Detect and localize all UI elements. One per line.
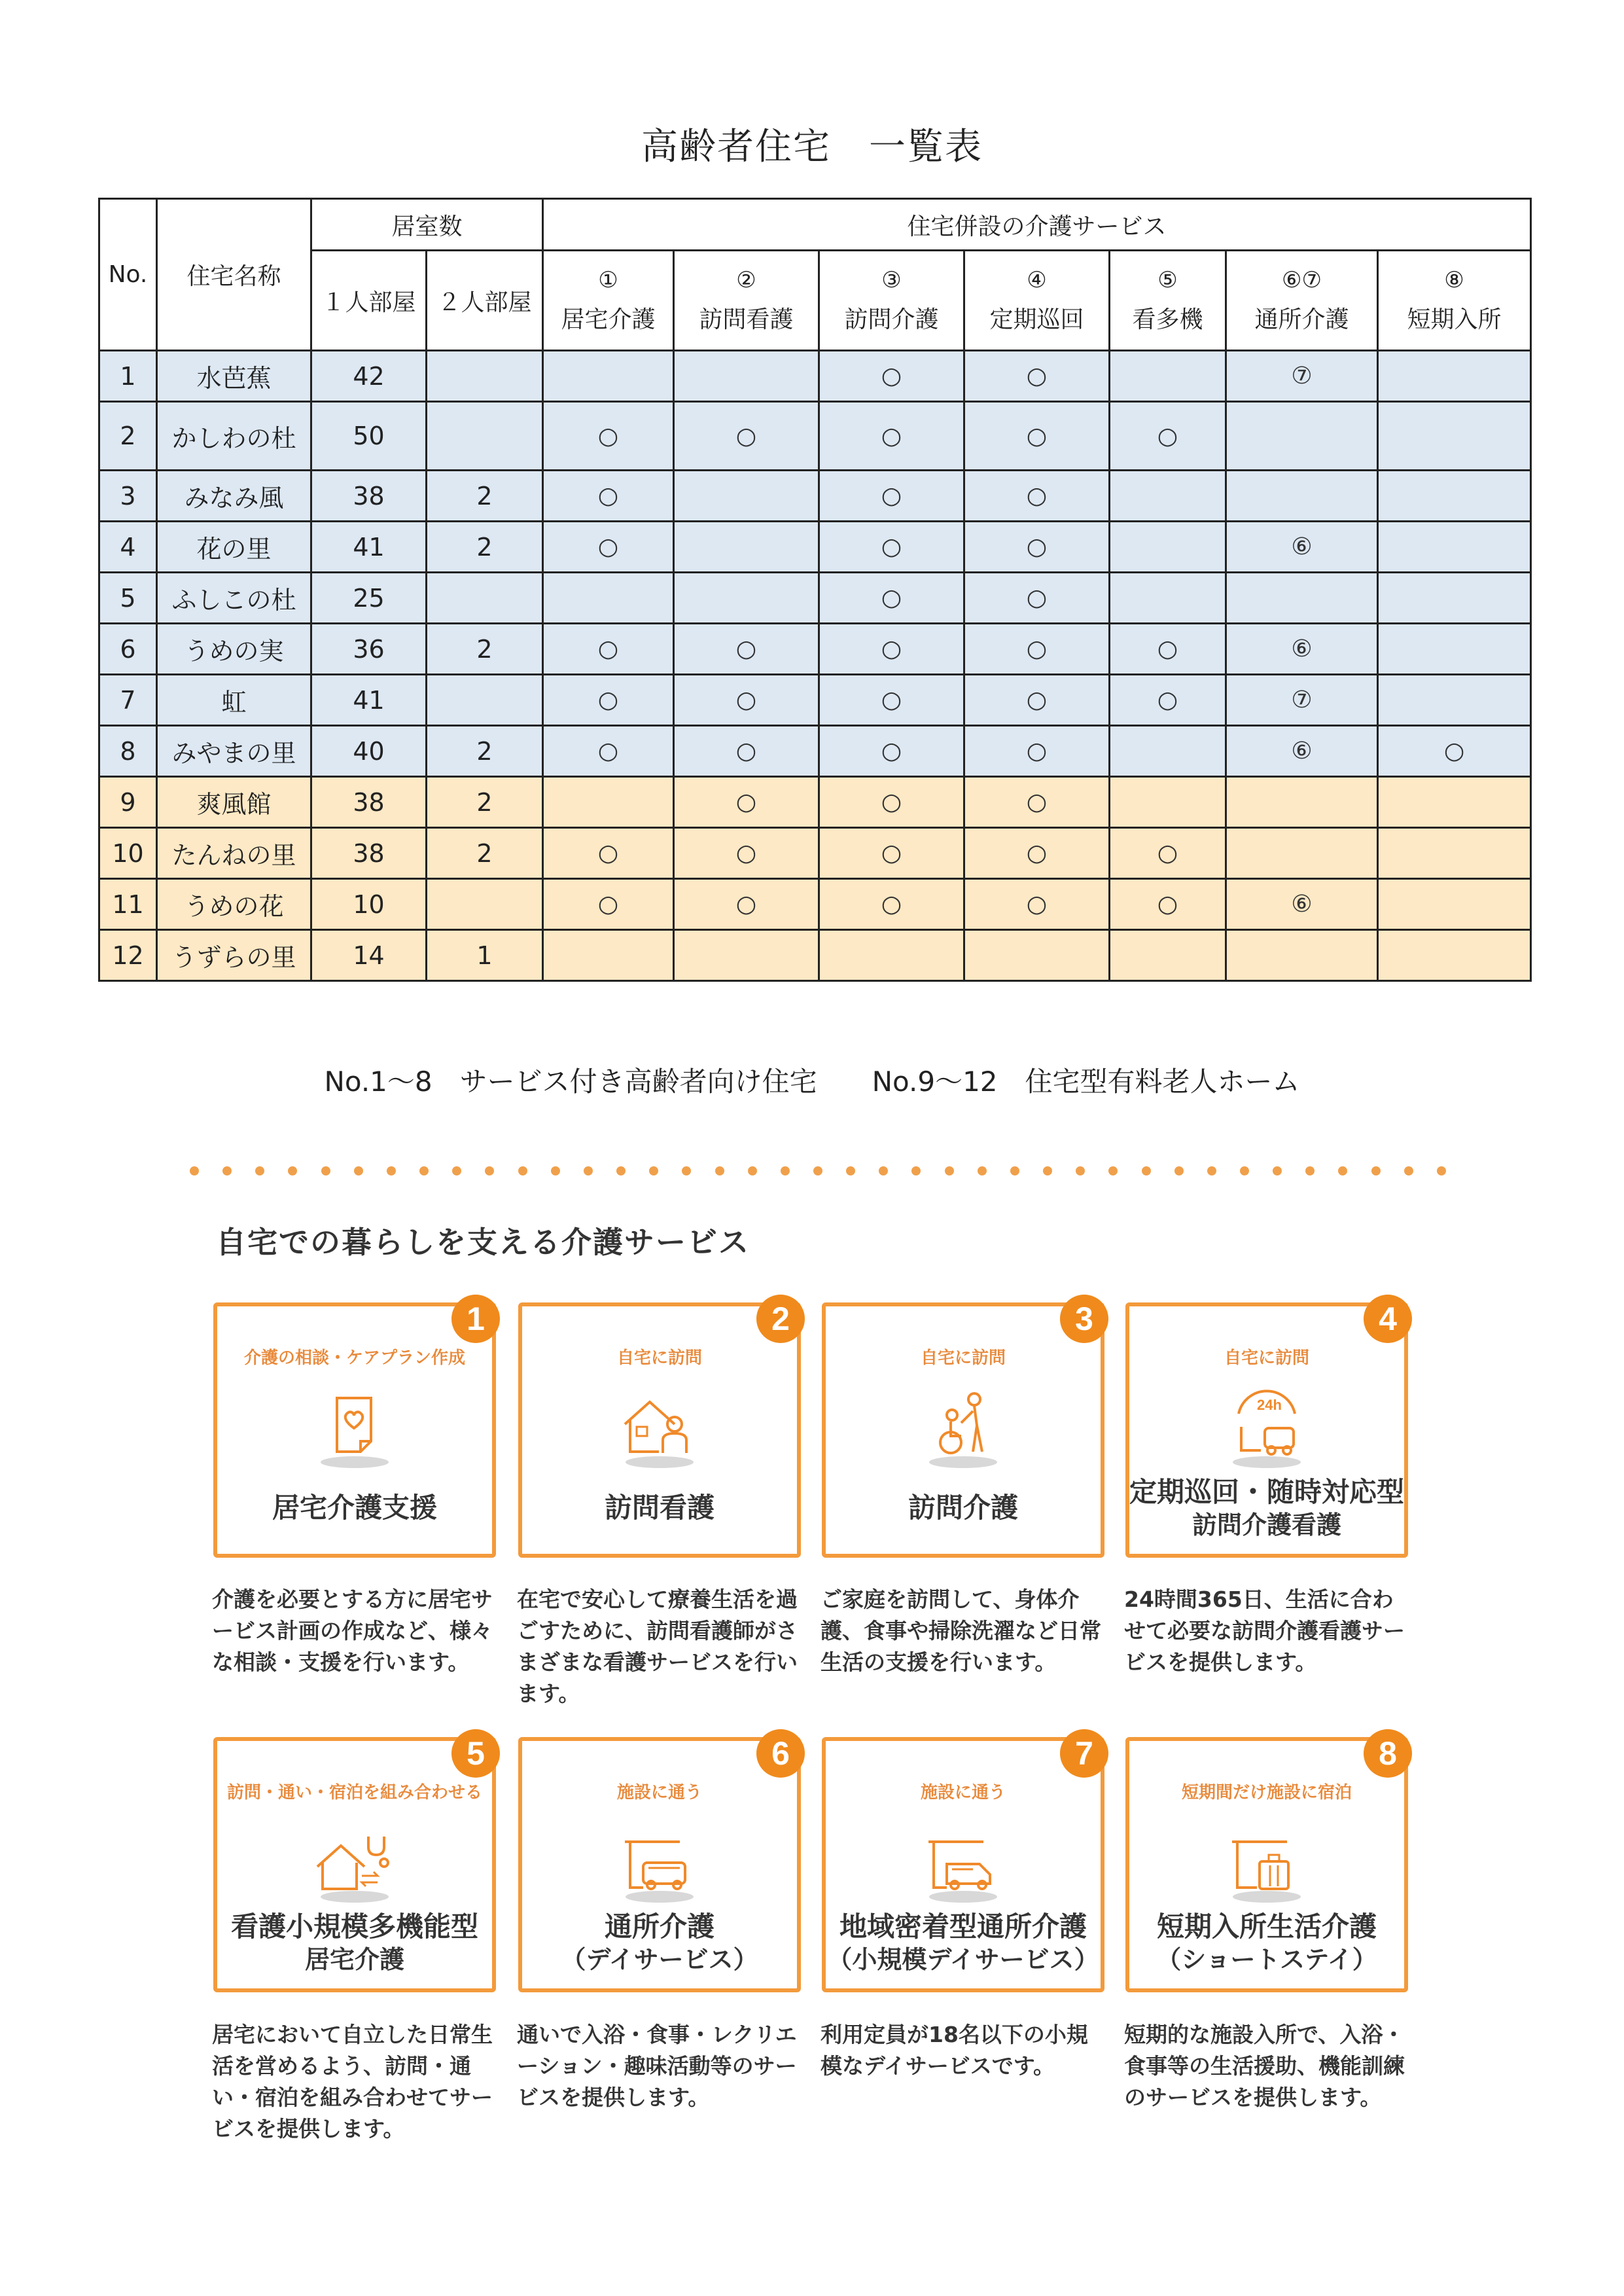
card-title xyxy=(1129,1475,1404,1541)
cell-service-mark xyxy=(1226,573,1378,624)
cell-service-mark: ○ xyxy=(819,828,964,879)
card-title xyxy=(217,1910,492,1975)
card-tag: 短期間だけ施設に宿泊 xyxy=(1181,1783,1352,1803)
section-title: 自宅での暮らしを支える介護サービス xyxy=(216,1225,750,1260)
header-rooms: 居室数 xyxy=(311,199,543,251)
divider-dot xyxy=(387,1166,396,1175)
card-title xyxy=(1129,1910,1404,1975)
cell-service-mark xyxy=(543,351,674,402)
cell-service-mark: ○ xyxy=(964,624,1110,675)
cell-service-mark xyxy=(674,930,819,981)
cell-service-mark xyxy=(674,522,819,573)
divider-dot xyxy=(1043,1166,1052,1175)
facility-van-icon xyxy=(914,1820,1012,1905)
cell-room1: 42 xyxy=(311,351,427,402)
divider-dot xyxy=(748,1166,757,1175)
header-service: ② 訪問看護 xyxy=(674,251,819,351)
cell-name: 水芭蕉 xyxy=(157,351,311,402)
card-title-main: 看護小規模多機能型 xyxy=(230,1910,478,1943)
card-number-badge: 3 xyxy=(1060,1295,1108,1343)
card-tag: 自宅に訪問 xyxy=(616,1348,702,1368)
cell-service-mark xyxy=(964,930,1110,981)
cell-room2: 2 xyxy=(427,624,543,675)
cell-service-mark: ⑥ xyxy=(1226,522,1378,573)
card-number-badge: 1 xyxy=(451,1295,500,1343)
cell-room1: 40 xyxy=(311,726,427,777)
divider-dot xyxy=(1108,1166,1118,1175)
cell-service-mark: ○ xyxy=(819,402,964,471)
cell-no: 9 xyxy=(99,777,157,828)
cell-service-mark xyxy=(819,930,964,981)
cell-service-mark xyxy=(1226,777,1378,828)
divider-dot xyxy=(649,1166,658,1175)
cell-room2: 2 xyxy=(427,828,543,879)
cell-service-mark: ○ xyxy=(543,522,674,573)
divider-dot xyxy=(682,1166,691,1175)
cell-service-mark: ○ xyxy=(1378,726,1531,777)
card-title-sub: （デイサービス） xyxy=(561,1945,758,1974)
card-number-badge: 8 xyxy=(1364,1729,1412,1778)
cell-service-mark: ○ xyxy=(964,675,1110,726)
cell-room1: 41 xyxy=(311,522,427,573)
cell-name: うめの実 xyxy=(157,624,311,675)
dotted-divider xyxy=(190,1166,1446,1178)
cell-service-mark: ○ xyxy=(964,573,1110,624)
cell-service-mark: ○ xyxy=(674,777,819,828)
table-row xyxy=(99,726,1531,777)
divider-dot xyxy=(1437,1166,1446,1175)
cell-service-mark xyxy=(1378,675,1531,726)
table-row xyxy=(99,879,1531,930)
divider-dot xyxy=(813,1166,822,1175)
card-title-main: 短期入所生活介護 xyxy=(1156,1910,1377,1943)
cell-service-mark: ○ xyxy=(543,624,674,675)
card-title xyxy=(826,1910,1101,1975)
divider-dot xyxy=(1338,1166,1347,1175)
card-title xyxy=(826,1491,1101,1526)
cell-service-mark: ○ xyxy=(819,726,964,777)
divider-dot xyxy=(846,1166,855,1175)
cell-no: 5 xyxy=(99,573,157,624)
card-tag: 自宅に訪問 xyxy=(920,1348,1006,1368)
header-services: 住宅併設の介護サービス xyxy=(543,199,1531,251)
cell-service-mark: ○ xyxy=(964,522,1110,573)
card-tag: 訪問・通い・宿泊を組み合わせる xyxy=(226,1783,482,1803)
cell-service-mark: ⑥ xyxy=(1226,726,1378,777)
cell-service-mark: ○ xyxy=(1110,402,1226,471)
cell-service-mark xyxy=(1110,522,1226,573)
cell-service-mark: ○ xyxy=(543,471,674,522)
cell-service-mark: ○ xyxy=(964,828,1110,879)
service-card xyxy=(1125,1302,1408,1558)
header-name: 住宅名称 xyxy=(157,199,311,351)
cell-service-mark: ○ xyxy=(1110,879,1226,930)
divider-dot xyxy=(616,1166,626,1175)
wheelchair-care-icon xyxy=(914,1385,1012,1470)
table-row xyxy=(99,471,1531,522)
divider-dot xyxy=(419,1166,429,1175)
card-title-main: 地域密着型通所介護 xyxy=(839,1910,1087,1943)
facility-bus-icon xyxy=(610,1820,709,1905)
cell-service-mark xyxy=(674,471,819,522)
card-description: 在宅で安心して療養生活を過ごすために、訪問看護師がさまざまな看護サービスを行います。 xyxy=(517,1587,798,1706)
cell-room2: 1 xyxy=(427,930,543,981)
cell-service-mark xyxy=(543,930,674,981)
card-title-main: 定期巡回・随時対応型 xyxy=(1129,1476,1405,1508)
divider-dot xyxy=(945,1166,954,1175)
cell-room2 xyxy=(427,351,543,402)
card-description: ご家庭を訪問して、身体介護、食事や掃除洗濯など日常生活の支援を行います。 xyxy=(821,1587,1101,1675)
cell-service-mark xyxy=(1110,573,1226,624)
divider-dot xyxy=(518,1166,527,1175)
card-tag: 施設に通う xyxy=(920,1783,1006,1803)
cell-service-mark: ○ xyxy=(964,471,1110,522)
cell-room2 xyxy=(427,675,543,726)
card-tag: 施設に通う xyxy=(616,1783,702,1803)
divider-dot xyxy=(879,1166,888,1175)
cell-room1: 50 xyxy=(311,402,427,471)
service-card xyxy=(213,1737,496,1992)
card-description: 通いで入浴・食事・レクリエーション・趣味活動等のサービスを提供します。 xyxy=(517,2022,797,2110)
divider-dot xyxy=(1174,1166,1184,1175)
cell-name: たんねの里 xyxy=(157,828,311,879)
divider-dot xyxy=(485,1166,494,1175)
cell-no: 10 xyxy=(99,828,157,879)
cell-service-mark xyxy=(674,573,819,624)
cell-service-mark: ○ xyxy=(819,879,964,930)
cell-no: 2 xyxy=(99,402,157,471)
divider-dot xyxy=(1142,1166,1151,1175)
cell-service-mark: ○ xyxy=(819,471,964,522)
cell-room2: 2 xyxy=(427,777,543,828)
svg-text:24h: 24h xyxy=(1257,1397,1282,1413)
cell-name: 花の里 xyxy=(157,522,311,573)
header-service: ① 居宅介護 xyxy=(543,251,674,351)
card-tag: 自宅に訪問 xyxy=(1224,1348,1309,1368)
table-row xyxy=(99,930,1531,981)
cell-service-mark xyxy=(1378,879,1531,930)
cell-service-mark: ○ xyxy=(674,828,819,879)
housing-table xyxy=(98,198,1532,982)
cell-name: ふしこの杜 xyxy=(157,573,311,624)
card-title-sub: 居宅介護 xyxy=(304,1945,404,1974)
cell-service-mark: ○ xyxy=(674,879,819,930)
header-no: No. xyxy=(99,199,157,351)
cell-service-mark xyxy=(1378,402,1531,471)
cell-room2: 2 xyxy=(427,726,543,777)
cell-room1: 36 xyxy=(311,624,427,675)
card-description: 利用定員が18名以下の小規模なデイサービスです。 xyxy=(821,2022,1088,2079)
table-row xyxy=(99,624,1531,675)
divider-dot xyxy=(452,1166,461,1175)
card-title-main: 訪問看護 xyxy=(604,1492,715,1524)
cell-no: 1 xyxy=(99,351,157,402)
cell-service-mark: ○ xyxy=(674,624,819,675)
cell-service-mark xyxy=(1110,351,1226,402)
card-title-sub: （ショートステイ） xyxy=(1156,1945,1377,1974)
cell-service-mark: ○ xyxy=(674,402,819,471)
facility-luggage-icon xyxy=(1218,1820,1316,1905)
card-title xyxy=(522,1910,797,1975)
cell-service-mark: ○ xyxy=(543,828,674,879)
cell-room2 xyxy=(427,573,543,624)
divider-dot xyxy=(551,1166,560,1175)
divider-dot xyxy=(781,1166,790,1175)
cell-service-mark: ○ xyxy=(964,351,1110,402)
divider-dot xyxy=(255,1166,264,1175)
cell-no: 8 xyxy=(99,726,157,777)
divider-dot xyxy=(1076,1166,1085,1175)
header-service: ④ 定期巡回 xyxy=(964,251,1110,351)
24h-car-icon xyxy=(1218,1385,1316,1470)
cell-name: うずらの里 xyxy=(157,930,311,981)
header-service: ⑥⑦ 通所介護 xyxy=(1226,251,1378,351)
divider-dot xyxy=(584,1166,593,1175)
cell-service-mark xyxy=(1226,930,1378,981)
cell-service-mark: ○ xyxy=(1110,828,1226,879)
divider-dot xyxy=(1305,1166,1315,1175)
cell-service-mark: ○ xyxy=(674,675,819,726)
divider-dot xyxy=(1371,1166,1381,1175)
page-title: 高齢者住宅 一覧表 xyxy=(641,126,983,168)
cell-service-mark xyxy=(1378,624,1531,675)
cell-service-mark: ○ xyxy=(543,402,674,471)
table-row xyxy=(99,573,1531,624)
card-title-main: 訪問介護 xyxy=(908,1492,1018,1524)
cell-service-mark xyxy=(1378,351,1531,402)
service-card xyxy=(518,1737,801,1992)
cell-service-mark: ○ xyxy=(819,522,964,573)
divider-dot xyxy=(1273,1166,1282,1175)
cell-service-mark xyxy=(674,351,819,402)
cell-service-mark: ○ xyxy=(1110,624,1226,675)
cell-no: 7 xyxy=(99,675,157,726)
cell-no: 4 xyxy=(99,522,157,573)
cell-service-mark xyxy=(1378,522,1531,573)
service-card xyxy=(822,1302,1104,1558)
service-card xyxy=(518,1302,801,1558)
cell-service-mark: ○ xyxy=(964,777,1110,828)
divider-dot xyxy=(911,1166,921,1175)
cell-room2: 2 xyxy=(427,522,543,573)
cell-service-mark xyxy=(543,573,674,624)
cell-service-mark: ⑥ xyxy=(1226,624,1378,675)
cell-name: 虹 xyxy=(157,675,311,726)
cell-service-mark: ○ xyxy=(819,675,964,726)
cell-service-mark xyxy=(1110,726,1226,777)
cell-name: みやまの里 xyxy=(157,726,311,777)
card-number-badge: 7 xyxy=(1060,1729,1108,1778)
card-title xyxy=(217,1491,492,1526)
cell-service-mark xyxy=(1110,777,1226,828)
cell-room1: 25 xyxy=(311,573,427,624)
cell-service-mark: ○ xyxy=(819,624,964,675)
cell-room1: 38 xyxy=(311,471,427,522)
card-title-sub: （小規模デイサービス） xyxy=(827,1945,1099,1974)
cell-name: かしわの杜 xyxy=(157,402,311,471)
header-room1: １人部屋 xyxy=(311,251,427,351)
header-service: ③ 訪問介護 xyxy=(819,251,964,351)
divider-dot xyxy=(1010,1166,1019,1175)
divider-dot xyxy=(190,1166,199,1175)
cell-service-mark: ○ xyxy=(819,777,964,828)
service-card xyxy=(213,1302,496,1558)
service-card xyxy=(1125,1737,1408,1992)
cell-service-mark: ○ xyxy=(819,351,964,402)
cell-room2: 2 xyxy=(427,471,543,522)
cell-service-mark xyxy=(543,777,674,828)
cell-room1: 10 xyxy=(311,879,427,930)
card-title-main: 居宅介護支援 xyxy=(272,1492,437,1524)
cell-service-mark xyxy=(1378,777,1531,828)
cell-service-mark xyxy=(1378,573,1531,624)
cell-service-mark: ⑦ xyxy=(1226,675,1378,726)
cell-service-mark xyxy=(1110,471,1226,522)
cell-no: 11 xyxy=(99,879,157,930)
cell-service-mark xyxy=(1226,828,1378,879)
card-number-badge: 6 xyxy=(756,1729,805,1778)
cell-service-mark xyxy=(1378,828,1531,879)
cell-service-mark: ○ xyxy=(964,726,1110,777)
table-row xyxy=(99,522,1531,573)
cell-service-mark: ○ xyxy=(1110,675,1226,726)
cell-service-mark xyxy=(1110,930,1226,981)
cell-name: 爽風館 xyxy=(157,777,311,828)
cell-name: みなみ風 xyxy=(157,471,311,522)
cell-name: うめの花 xyxy=(157,879,311,930)
cell-no: 3 xyxy=(99,471,157,522)
care-plan-icon xyxy=(306,1385,404,1470)
divider-dot xyxy=(1207,1166,1216,1175)
cell-service-mark: ⑦ xyxy=(1226,351,1378,402)
card-tag: 介護の相談・ケアプラン作成 xyxy=(243,1348,465,1368)
card-title-main: 通所介護 xyxy=(604,1910,715,1943)
table-row xyxy=(99,402,1531,471)
card-description: 居宅において自立した日常生活を営めるよう、訪問・通い・宿泊を組み合わせてサービスを提供します。 xyxy=(212,2022,493,2142)
divider-dot xyxy=(1404,1166,1413,1175)
cell-room1: 14 xyxy=(311,930,427,981)
cell-no: 12 xyxy=(99,930,157,981)
table-row xyxy=(99,351,1531,402)
header-service: ⑧ 短期入所 xyxy=(1378,251,1531,351)
header-room2: ２人部屋 xyxy=(427,251,543,351)
cell-room2 xyxy=(427,402,543,471)
cell-room2 xyxy=(427,879,543,930)
cell-room1: 38 xyxy=(311,777,427,828)
divider-dot xyxy=(1240,1166,1249,1175)
divider-dot xyxy=(354,1166,363,1175)
cell-service-mark xyxy=(1226,402,1378,471)
cell-service-mark: ○ xyxy=(543,675,674,726)
cell-room1: 41 xyxy=(311,675,427,726)
divider-dot xyxy=(978,1166,987,1175)
cell-service-mark: ○ xyxy=(543,879,674,930)
cell-no: 6 xyxy=(99,624,157,675)
cell-service-mark: ○ xyxy=(964,402,1110,471)
cell-service-mark: ○ xyxy=(819,573,964,624)
table-row xyxy=(99,828,1531,879)
home-cycle-icon xyxy=(306,1820,404,1905)
card-description: 短期的な施設入所で、入浴・食事等の生活援助、機能訓練のサービスを提供します。 xyxy=(1124,2022,1405,2110)
cell-service-mark xyxy=(1226,471,1378,522)
divider-dot xyxy=(321,1166,330,1175)
cell-service-mark: ○ xyxy=(543,726,674,777)
divider-dot xyxy=(222,1166,232,1175)
service-card xyxy=(822,1737,1104,1992)
home-nurse-icon xyxy=(610,1385,709,1470)
cell-service-mark: ○ xyxy=(964,879,1110,930)
cell-service-mark: ⑥ xyxy=(1226,879,1378,930)
divider-dot xyxy=(715,1166,724,1175)
card-number-badge: 4 xyxy=(1364,1295,1412,1343)
card-title xyxy=(522,1491,797,1526)
cell-service-mark xyxy=(1378,930,1531,981)
legend: No.1～8 サービス付き高齢者向け住宅 No.9～12 住宅型有料老人ホーム xyxy=(324,1066,1300,1098)
cell-room1: 38 xyxy=(311,828,427,879)
header-service: ⑤ 看多機 xyxy=(1110,251,1226,351)
table-row xyxy=(99,777,1531,828)
table-row xyxy=(99,675,1531,726)
card-number-badge: 5 xyxy=(451,1729,500,1778)
divider-dot xyxy=(288,1166,297,1175)
card-title-sub: 訪問介護看護 xyxy=(1192,1510,1341,1539)
card-description: 24時間365日、生活に合わせて必要な訪問介護看護サービスを提供します。 xyxy=(1124,1587,1405,1675)
card-number-badge: 2 xyxy=(756,1295,805,1343)
card-description: 介護を必要とする方に居宅サービス計画の作成など、様々な相談・支援を行います。 xyxy=(212,1587,493,1675)
cell-service-mark: ○ xyxy=(674,726,819,777)
cell-service-mark xyxy=(1378,471,1531,522)
